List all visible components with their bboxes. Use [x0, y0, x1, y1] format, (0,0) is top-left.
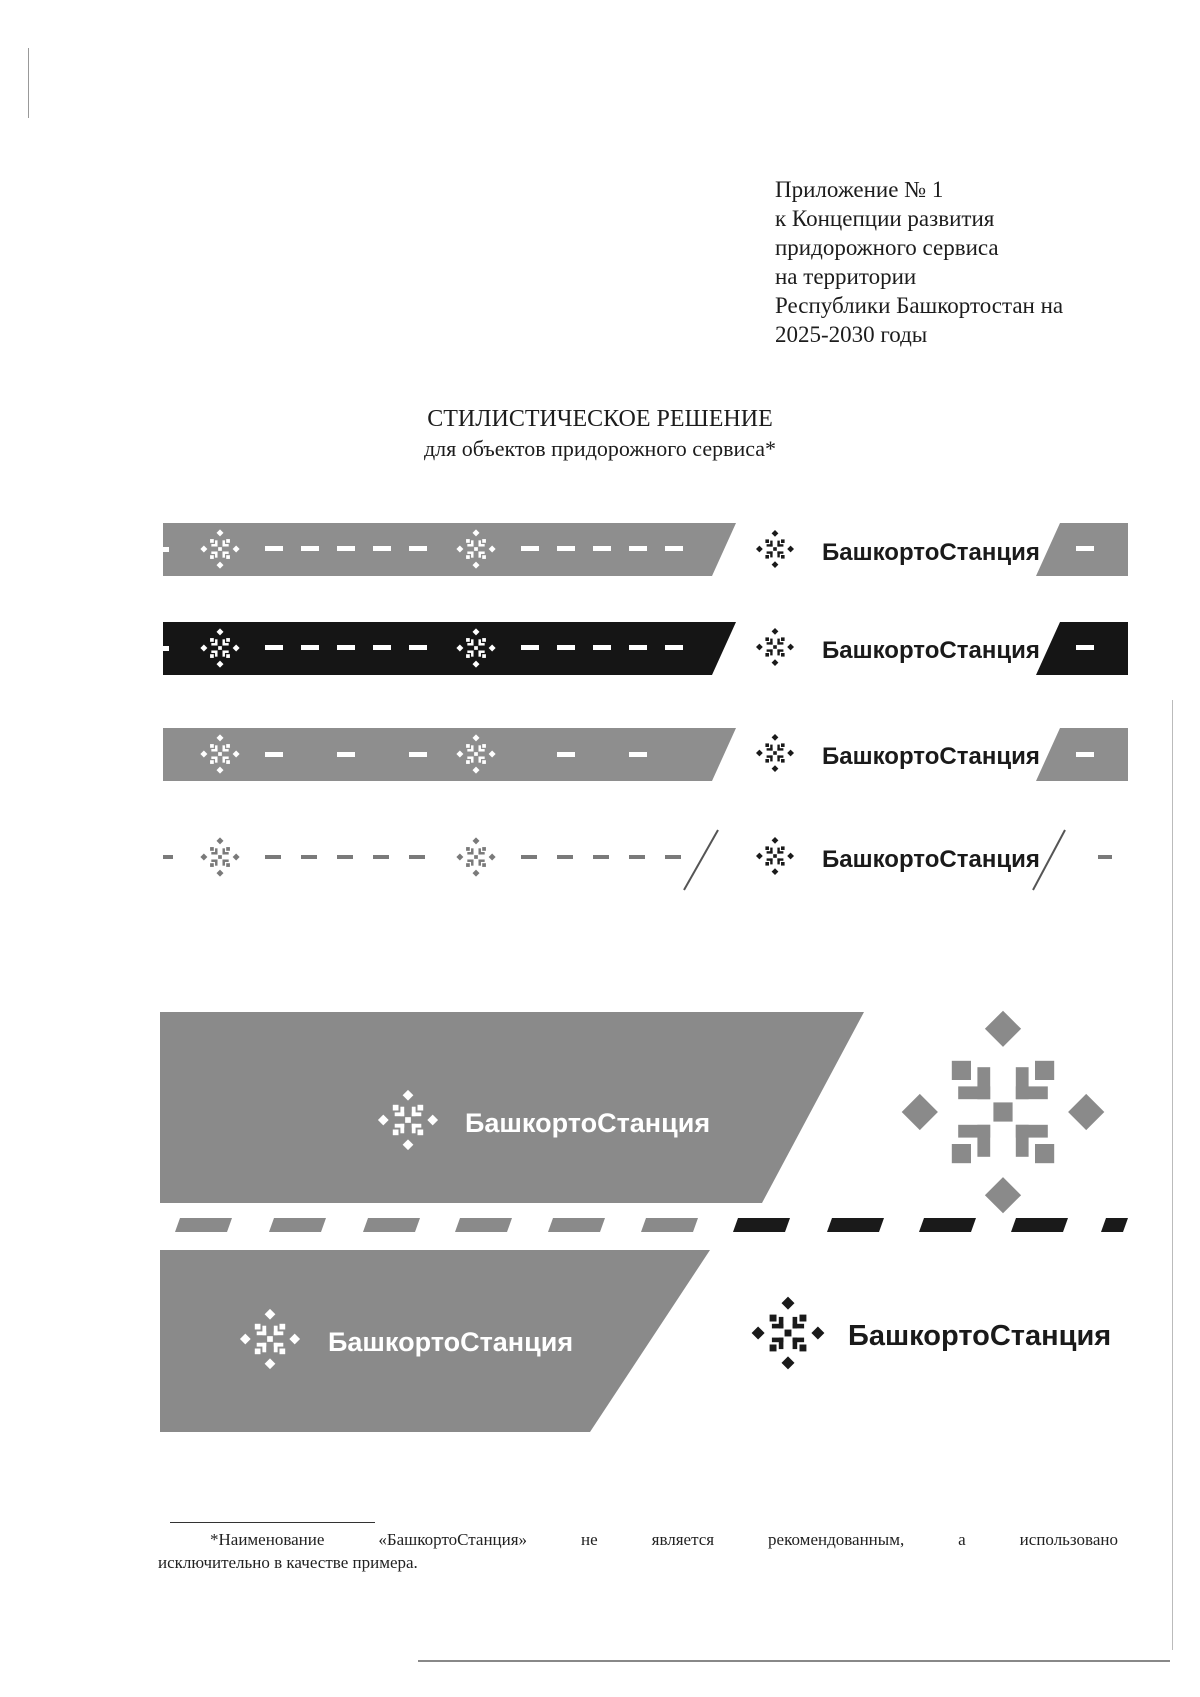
appendix-line-6: 2025-2030 годы: [775, 322, 928, 347]
appendix-line-3: придорожного сервиса: [775, 235, 999, 260]
appendix-line-4: на территории: [775, 264, 917, 289]
footnote-line-2: исключительно в качестве примера.: [158, 1553, 418, 1572]
ornament-icon: [756, 530, 794, 568]
scan-edge-left: [28, 48, 29, 118]
page-title: СТИЛИСТИЧЕСКОЕ РЕШЕНИЕ: [427, 406, 773, 432]
band-gray-sparse: [163, 728, 1128, 781]
footnote-divider: [170, 1522, 375, 1523]
brand-label-standalone: БашкортоСтанция: [848, 1320, 1112, 1352]
panel-upper: [160, 1012, 864, 1203]
appendix-line-5: Республики Башкортостан на: [775, 293, 1064, 318]
band-dark: [163, 622, 1128, 675]
brand-label-panel-upper: БашкортоСтанция: [465, 1108, 711, 1138]
scan-edge-right: [1172, 700, 1173, 1650]
ornament-icon: [756, 837, 794, 875]
ornament-icon: [756, 628, 794, 666]
large-ornament-icon: [902, 1011, 1105, 1214]
brand-label-panel-lower: БашкортоСтанция: [328, 1327, 574, 1357]
appendix-line-1: Приложение № 1: [775, 177, 944, 202]
page-subtitle: для объектов придорожного сервиса*: [423, 436, 777, 461]
brand-label-3: БашкортоСтанция: [822, 743, 1040, 770]
brand-label-4: БашкортоСтанция: [822, 846, 1040, 873]
panel-lower: [160, 1250, 710, 1432]
appendix-line-2: к Концепции развития: [775, 206, 995, 231]
brand-label-1: БашкортоСтанция: [822, 539, 1040, 566]
ornament-icon: [756, 734, 794, 772]
band-outline: [163, 830, 1112, 890]
ornament-icon: [752, 1297, 825, 1370]
road-dashes: [175, 1218, 1128, 1232]
brand-label-2: БашкортоСтанция: [822, 637, 1040, 664]
band-gray: [163, 523, 1128, 576]
scan-edge-bottom: [418, 1660, 1170, 1662]
footnote-line-1: *Наименование «БашкортоСтанция» не является рекомендованным, а использовано: [210, 1530, 1118, 1549]
standalone-logo: [752, 1297, 1112, 1370]
footnote: [158, 1528, 1118, 1574]
